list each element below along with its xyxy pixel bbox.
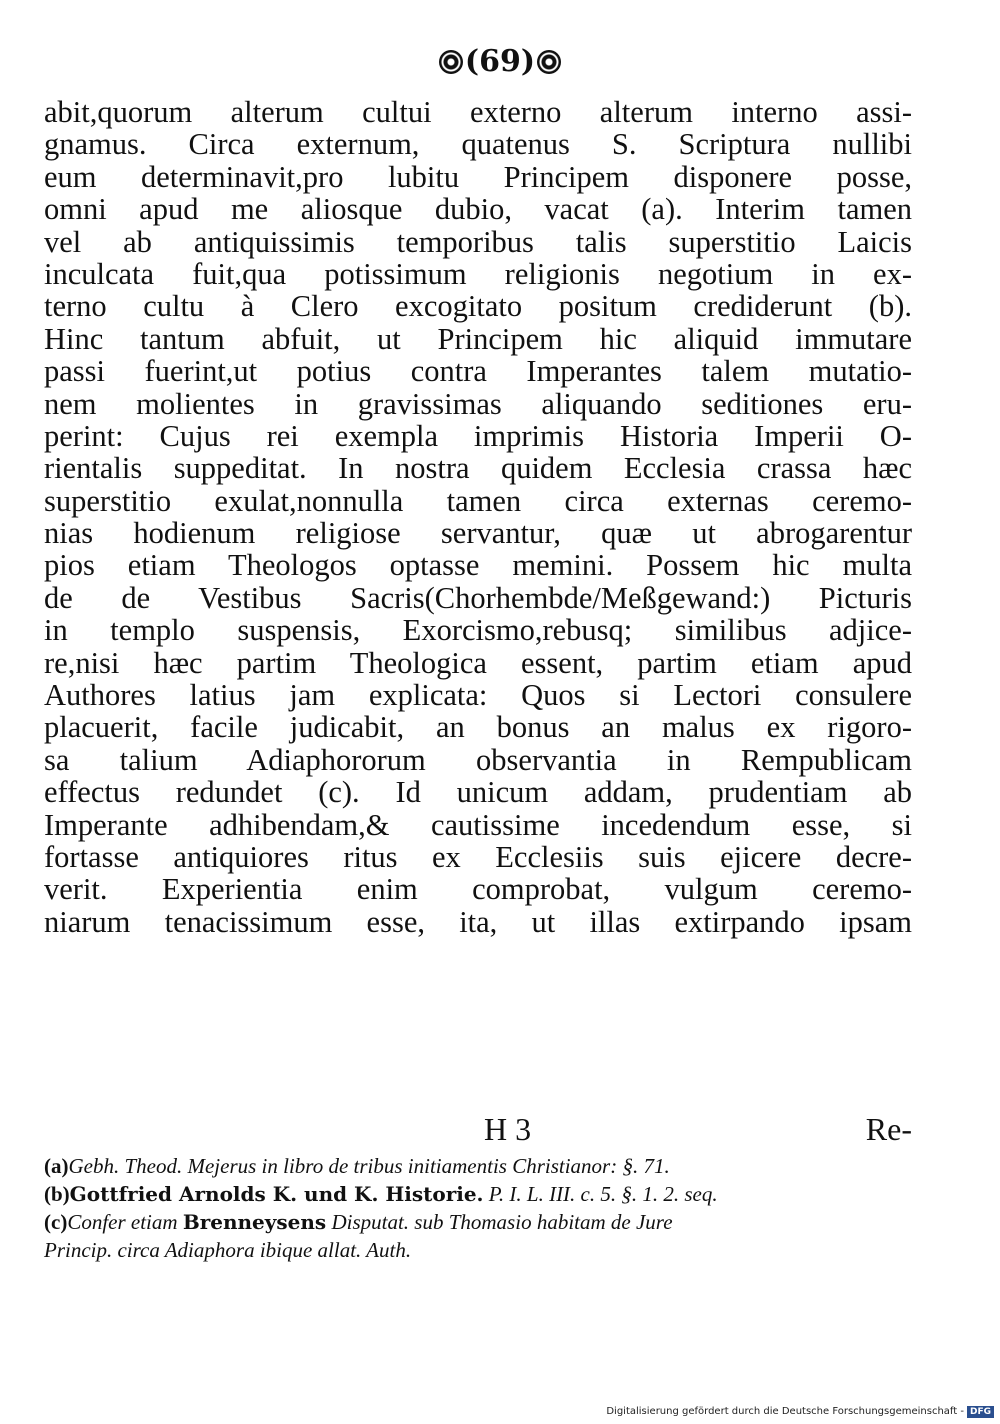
digitization-credit: Digitalisierung gefördert durch die Deutsche Forschungsgemeinschaft - DFG bbox=[606, 1406, 994, 1418]
footnote-a: (a)Gebh. Theod. Mejerus in libro de tribus initiamentis Christianor: §. 71. bbox=[44, 1154, 670, 1178]
text-line: verit. Experientia enim comprobat, vulgum ceremo- bbox=[44, 872, 912, 907]
text-line: Authores latius jam explicata: Quos si Lectori consulere bbox=[44, 678, 912, 713]
page-number: (69) bbox=[464, 44, 536, 79]
text-line: in templo suspensis, Exorcismo,rebusq; similibus adjice- bbox=[44, 613, 912, 648]
text-line: nem molientes in gravissimas aliquando seditiones eru- bbox=[44, 386, 912, 421]
text-line: eum determinavit,pro lubitu Principem disponere posse, bbox=[44, 159, 912, 194]
text-line: terno cultu à Clero excogitato positum crediderunt (b). bbox=[44, 289, 912, 324]
signature-mark: H 3 bbox=[484, 1111, 532, 1147]
text-line: sa talium Adiaphororum observantia in Rempublicam bbox=[44, 742, 912, 777]
text-line: inculcata fuit,qua potissimum religionis negotium in ex- bbox=[44, 256, 912, 291]
text-line: Hinc tantum abfuit, ut Principem hic aliquid immutare bbox=[44, 321, 912, 356]
text-line: re,nisi hæc partim Theologica essent, partim etiam apud bbox=[44, 645, 912, 680]
text-line: passi fuerint,ut potius contra Imperantes talem mutatio- bbox=[44, 354, 912, 389]
text-line: de de Vestibus Sacris(Chorhembde/Meßgewand:) Picturis bbox=[44, 580, 912, 615]
text-line: niarum tenacissimum esse, ita, ut illas extirpando ipsam bbox=[44, 904, 912, 939]
footnote-c: (c)Confer etiam Brenneysens Disputat. sub Thomasio habitam de Jure bbox=[44, 1210, 673, 1234]
text-line: Imperante adhibendam,& cautissime incedendum esse, si bbox=[44, 807, 912, 842]
text-line: nias hodienum religiose servantur, quæ ut abrogarentur bbox=[44, 516, 912, 551]
text-line: vel ab antiquissimis temporibus talis superstitio Laicis bbox=[44, 224, 912, 259]
ornament-right-icon bbox=[537, 50, 561, 74]
dfg-logo: DFG bbox=[967, 1406, 994, 1418]
text-line: pios etiam Theologos optasse memini. Possem hic multa bbox=[44, 548, 912, 583]
footnotes bbox=[44, 1152, 910, 1264]
footnote-c-continued: Princip. circa Adiaphora ibique allat. Auth. bbox=[44, 1238, 412, 1262]
text-line: gnamus. Circa externum, quatenus S. Scriptura nullibi bbox=[44, 127, 912, 162]
text-line: abit,quorum alterum cultui externo alterum interno assi- bbox=[44, 95, 912, 129]
text-line: fortasse antiquiores ritus ex Ecclesiis suis ejicere decre- bbox=[44, 839, 912, 874]
footnote-b: (b)Gottfried Arnolds K. und K. Historie. P. I. L. III. c. 5. §. 1. 2. seq. bbox=[44, 1182, 718, 1206]
catchword: Re- bbox=[865, 1111, 912, 1147]
text-line: superstitio exulat,nonnulla tamen circa externas ceremo- bbox=[44, 483, 912, 518]
text-line: effectus redundet (c). Id unicum addam, prudentiam ab bbox=[44, 775, 912, 810]
ornament-left-icon bbox=[439, 50, 463, 74]
text-line: rientalis suppeditat. In nostra quidem Ecclesia crassa hæc bbox=[44, 451, 912, 486]
text-line: placuerit, facile judicabit, an bonus an malus ex rigoro- bbox=[44, 710, 912, 745]
text-line: omni apud me aliosque dubio, vacat (a). Interim tamen bbox=[44, 192, 912, 227]
signature-row bbox=[44, 1111, 912, 1147]
body-text bbox=[44, 96, 912, 938]
page-header bbox=[0, 44, 1000, 79]
text-line: perint: Cujus rei exempla imprimis Historia Imperii O- bbox=[44, 418, 912, 453]
